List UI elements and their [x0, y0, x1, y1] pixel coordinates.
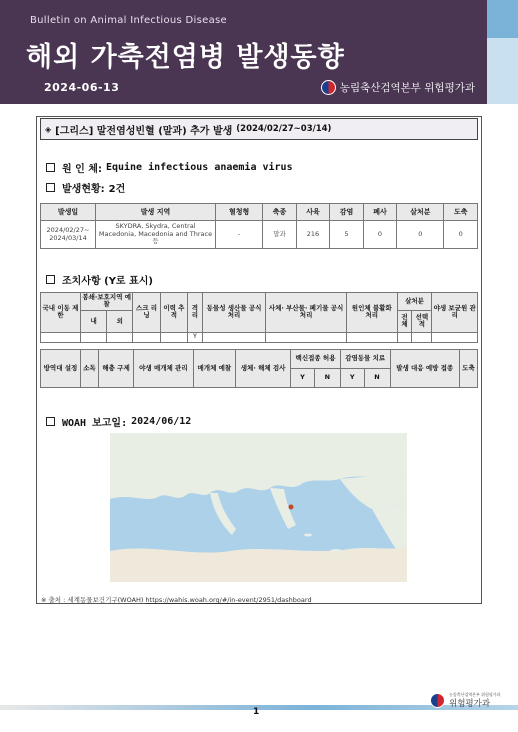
col-header: 야생 보균원 관리	[432, 293, 478, 333]
table-cell: 216	[296, 221, 330, 249]
table-cell: SKYDRA, Skydra, Central Macedonia, Macedonia and Thrace 등	[96, 221, 216, 249]
col-header: 감염동물 치료	[340, 350, 390, 369]
map-graphic	[110, 433, 407, 582]
page-header	[0, 0, 487, 104]
table-cell: 0	[444, 221, 478, 249]
table-cell: 2024/02/27~ 2024/03/14	[41, 221, 96, 249]
col-header: 도축	[459, 350, 477, 388]
table-row	[41, 221, 478, 249]
footer-logo	[430, 692, 501, 709]
government-logo-icon	[430, 693, 445, 708]
table-cell	[432, 332, 478, 342]
col-header: 생체· 해체 검사	[236, 350, 291, 388]
table-cell: Y	[188, 332, 203, 342]
col-header: 원인체 불활화 처리	[346, 293, 397, 333]
section-title	[40, 118, 478, 140]
outbreak-map	[110, 433, 407, 582]
col-header: N	[364, 369, 390, 388]
pathogen-line	[46, 160, 293, 175]
checkbox-square-icon	[46, 417, 55, 426]
col-header: 국내 이동 제한	[41, 293, 81, 333]
status-line	[46, 180, 125, 195]
section-date-range: (2024/02/27~03/14)	[236, 124, 332, 134]
diamond-bullet-icon: ◈	[45, 124, 52, 134]
table-cell: 0	[363, 221, 397, 249]
table-cell: 0	[397, 221, 444, 249]
table-cell	[81, 332, 107, 342]
government-logo-icon	[321, 80, 336, 95]
measures-table-2	[40, 349, 478, 388]
col-header: 발생 대응 예방 접종	[390, 350, 459, 388]
col-header: 선택적	[412, 310, 432, 332]
checkbox-square-icon	[46, 163, 55, 172]
table-cell	[107, 332, 133, 342]
checkbox-square-icon	[46, 183, 55, 192]
status-label: 발생현황:	[62, 184, 105, 195]
col-header: 봉쇄·보호지역 예찰	[82, 293, 132, 309]
table-cell	[397, 332, 412, 342]
table-cell	[133, 332, 160, 342]
measures-line	[46, 272, 153, 287]
col-header: N	[314, 369, 340, 388]
woah-line	[46, 414, 191, 429]
col-header: 살처분	[397, 204, 444, 221]
col-header: 사육	[296, 204, 330, 221]
col-header: 혈청형	[216, 204, 263, 221]
col-header: 야생 매개체 관리	[134, 350, 194, 388]
col-header: 소독	[81, 350, 99, 388]
col-header: Y	[291, 369, 315, 388]
table-cell: 5	[330, 221, 364, 249]
table-cell: -	[216, 221, 263, 249]
bulletin-subtitle: Bulletin on Animal Infectious Disease	[30, 15, 227, 26]
col-header: 동물성 생산물 공식 처리	[202, 293, 266, 333]
col-header: 살처분	[397, 293, 432, 311]
page-title: 해외 가축전염병 발생동향	[26, 42, 345, 73]
col-header: 발생일	[41, 204, 96, 221]
corner-decoration-light	[487, 38, 518, 104]
measures-table-1	[40, 292, 478, 343]
col-header: 사체· 부산물· 폐기물 공식 처리	[266, 293, 347, 333]
organization	[321, 80, 475, 95]
outbreak-table	[40, 203, 478, 249]
source-label: ※ 출처 : 세계동물보건기구(WOAH)	[41, 596, 144, 604]
col-header: 백신접종 허용	[291, 350, 341, 369]
table-row	[41, 332, 478, 342]
outbreak-marker	[289, 505, 294, 510]
pathogen-label: 원 인 체:	[62, 164, 102, 175]
table-cell	[41, 332, 81, 342]
table-cell	[346, 332, 397, 342]
woah-label: WOAH 보고일:	[62, 418, 128, 429]
col-header: 방역대 설정	[41, 350, 81, 388]
col-header: 전체	[397, 310, 412, 332]
col-header: 스크 리닝	[133, 293, 160, 333]
col-header: 축종	[263, 204, 297, 221]
organization-name: 농림축산검역본부 위험평가과	[339, 82, 475, 94]
pathogen-value: Equine infectious anaemia virus	[105, 162, 293, 173]
col-header: 폐사	[363, 204, 397, 221]
table-cell: 말과	[263, 221, 297, 249]
source-link[interactable]: https://wahis.woah.org/#/in-event/2951/dashboard	[145, 596, 312, 604]
table-cell	[412, 332, 432, 342]
col-header: 감염	[330, 204, 364, 221]
table-cell	[202, 332, 266, 342]
col-header: 이력 추적	[160, 293, 187, 333]
col-header: 해충 구제	[98, 350, 133, 388]
col-header: 격리	[188, 293, 203, 333]
page-number: 1	[253, 707, 260, 717]
status-value: 2건	[108, 184, 126, 195]
col-header: 발생 지역	[96, 204, 216, 221]
table-cell	[160, 332, 187, 342]
col-header: 매개체 예찰	[193, 350, 235, 388]
table-cell	[266, 332, 347, 342]
col-header: Y	[340, 369, 364, 388]
bulletin-date: 2024-06-13	[44, 81, 120, 94]
source-note	[41, 595, 312, 604]
footer-dept: 위험평가과	[449, 699, 491, 710]
col-header: 도축	[444, 204, 478, 221]
measures-label: 조치사항 (Y로 표시)	[62, 276, 153, 287]
col-header: 내	[81, 310, 107, 332]
corner-decoration	[487, 0, 518, 38]
footer-org-small: 농림축산검역본부 위험평가과	[449, 692, 501, 697]
checkbox-square-icon	[46, 275, 55, 284]
section-title-text: [그리스] 말전염성빈혈 (말과) 추가 발생	[55, 125, 233, 137]
col-header: 외	[107, 310, 133, 332]
woah-date: 2024/06/12	[131, 416, 192, 427]
